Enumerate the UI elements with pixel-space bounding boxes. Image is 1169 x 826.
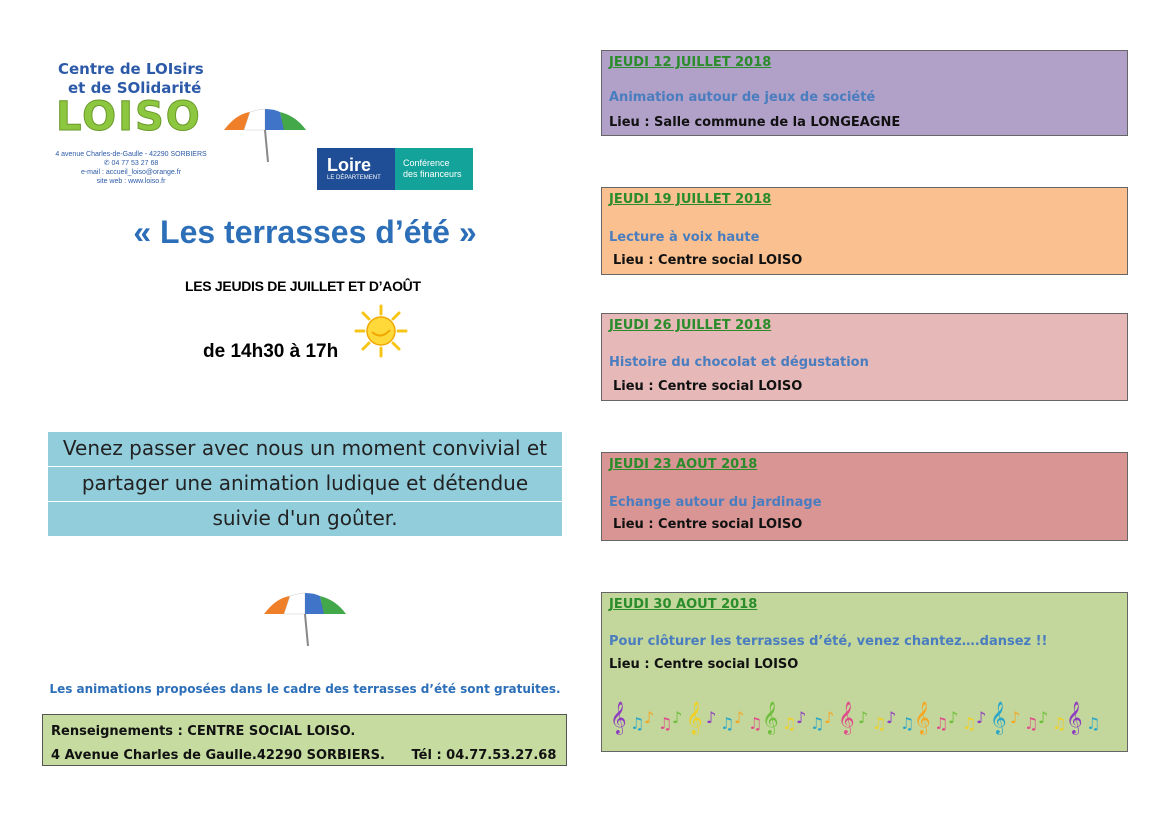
music-note-icon: ♫ xyxy=(872,714,887,733)
music-note-icon: ♪ xyxy=(948,708,959,727)
music-note-icon: ♫ xyxy=(658,714,673,733)
music-note-icon: ♪ xyxy=(796,708,807,727)
invitation-line: Venez passer avec nous un moment convivial et xyxy=(48,432,562,466)
event-activity: Lecture à voix haute xyxy=(609,230,760,245)
music-note-icon: ♪ xyxy=(734,708,745,727)
music-note-icon: ♫ xyxy=(1052,714,1067,733)
music-note-icon: 𝄞 xyxy=(914,701,931,734)
loire-sub: LE DÉPARTEMENT xyxy=(327,175,381,181)
event-location: Lieu : Centre social LOISO xyxy=(613,379,803,394)
loire-right-1: Conférence xyxy=(403,158,450,168)
info-phone: Tél : 04.77.53.27.68 xyxy=(411,748,557,763)
music-note-icon: ♫ xyxy=(630,714,645,733)
logo-email: e-mail : accueil_loiso@orange.fr xyxy=(80,169,182,176)
event-date: JEUDI 12 JUILLET 2018 xyxy=(609,55,772,70)
free-note: Les animations proposées dans le cadre des terrasses d’été sont gratuites. xyxy=(49,682,561,696)
umbrella-icon xyxy=(222,108,308,164)
info-box xyxy=(42,714,567,766)
event-activity: Histoire du chocolat et dégustation xyxy=(609,355,869,370)
logo-address-block xyxy=(44,150,218,186)
event-date: JEUDI 26 JUILLET 2018 xyxy=(609,318,772,333)
invitation-box xyxy=(48,432,562,536)
music-note-icon: ♪ xyxy=(1010,708,1021,727)
logo-phone: ✆ 04 77 53 27 68 xyxy=(103,160,159,167)
music-note-icon: ♪ xyxy=(644,708,655,727)
music-note-icon: ♫ xyxy=(748,714,763,733)
music-note-icon: ♪ xyxy=(976,708,987,727)
event-activity: Animation autour de jeux de société xyxy=(609,90,876,105)
event-location: Lieu : Salle commune de la LONGEAGNE xyxy=(609,115,901,130)
music-note-icon: ♫ xyxy=(962,714,977,733)
music-note-icon: ♫ xyxy=(934,714,949,733)
event-box-2 xyxy=(601,187,1128,275)
logo-line-2: et de SOlidarité xyxy=(68,79,202,97)
event-activity: Pour clôturer les terrasses d’été, venez chantez….dansez !! xyxy=(609,634,1048,649)
music-note-icon: 𝄞 xyxy=(610,701,627,734)
info-line-2: 4 Avenue Charles de Gaulle.42290 SORBIERS. xyxy=(51,748,385,763)
event-date: JEUDI 19 JUILLET 2018 xyxy=(609,192,772,207)
music-note-icon: ♫ xyxy=(782,714,797,733)
music-note-icon: ♫ xyxy=(900,714,915,733)
event-box-5 xyxy=(601,592,1128,752)
music-note-icon: ♪ xyxy=(858,708,869,727)
event-date: JEUDI 30 AOUT 2018 xyxy=(609,597,758,612)
music-note-icon: 𝄞 xyxy=(990,701,1007,734)
music-notes-border xyxy=(608,693,1108,739)
music-note-icon: ♫ xyxy=(1086,714,1101,733)
event-box-4 xyxy=(601,452,1128,541)
page-title: « Les terrasses d’été » xyxy=(133,214,477,250)
music-note-icon: ♫ xyxy=(1024,714,1039,733)
event-activity: Echange autour du jardinage xyxy=(609,495,822,510)
music-note-icon: ♪ xyxy=(706,708,717,727)
event-box-1 xyxy=(601,50,1128,136)
subtitle: LES JEUDIS DE JUILLET ET D’AOÛT xyxy=(185,278,421,294)
music-note-icon: ♪ xyxy=(1038,708,1049,727)
sun-icon xyxy=(350,302,412,360)
invitation-line: partager une animation ludique et détendue xyxy=(48,467,562,501)
music-note-icon: ♫ xyxy=(720,714,735,733)
loire-partner-logo xyxy=(317,148,473,190)
event-location: Lieu : Centre social LOISO xyxy=(613,253,803,268)
event-location: Lieu : Centre social LOISO xyxy=(613,517,803,532)
music-note-icon: ♫ xyxy=(810,714,825,733)
music-note-icon: 𝄞 xyxy=(686,701,703,734)
event-box-3 xyxy=(601,313,1128,401)
logo-line-1: Centre de LOIsirs xyxy=(58,60,204,78)
music-note-icon: ♪ xyxy=(824,708,835,727)
music-note-icon: ♪ xyxy=(886,708,897,727)
music-note-icon: 𝄞 xyxy=(1066,701,1083,734)
logo-address: 4 avenue Charles-de-Gaulle - 42290 SORBIERS xyxy=(55,151,207,158)
loire-right-2: des financeurs xyxy=(403,169,462,179)
music-note-icon: 𝄞 xyxy=(838,701,855,734)
invitation-line: suivie d'un goûter. xyxy=(48,502,562,536)
event-location: Lieu : Centre social LOISO xyxy=(609,657,799,672)
event-date: JEUDI 23 AOUT 2018 xyxy=(609,457,758,472)
music-note-icon: ♪ xyxy=(672,708,683,727)
logo-brand: LOISO xyxy=(56,94,202,140)
hours: de 14h30 à 17h xyxy=(203,341,339,362)
logo-site: site web : www.loiso.fr xyxy=(96,178,166,185)
info-line-1: Renseignements : CENTRE SOCIAL LOISO. xyxy=(51,724,356,739)
music-note-icon: 𝄞 xyxy=(762,701,779,734)
loire-name: Loire xyxy=(327,155,372,175)
umbrella-icon xyxy=(262,592,348,648)
